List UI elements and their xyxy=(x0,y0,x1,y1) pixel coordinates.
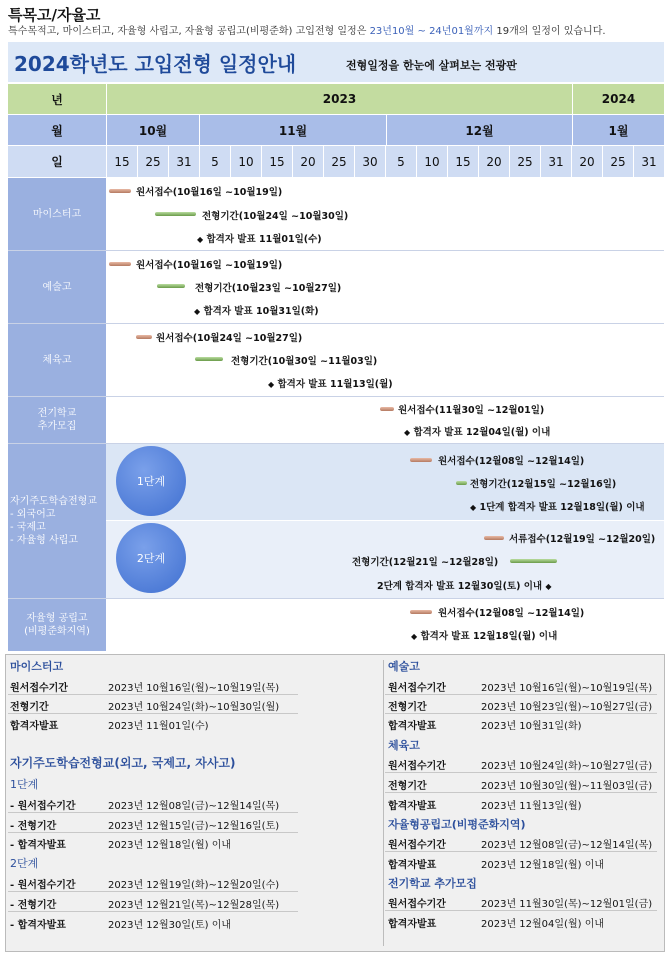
electric-result xyxy=(404,424,550,438)
detail-value: 2023년 10월30일(월)~11월03일(금) xyxy=(481,781,653,792)
day-cell: 20 xyxy=(479,146,509,177)
detail-value: 2023년 12월08일(금)~12월14일(목) xyxy=(108,801,280,812)
day-cell: 31 xyxy=(169,146,199,177)
detail-divider xyxy=(8,694,298,695)
s1-apply: 원서접수(12월08일 ~12월14일) xyxy=(438,456,585,467)
detail-divider xyxy=(385,713,657,714)
detail-divider xyxy=(8,713,298,714)
detail-value: 2023년 12월21일(목)~12월28일(목) xyxy=(108,900,280,911)
sports-result-text: 합격자 발표 11월13일(월) xyxy=(277,379,393,390)
detail-label: 원서접수기간 xyxy=(10,683,68,694)
s1-result xyxy=(470,499,645,513)
day-cell: 31 xyxy=(541,146,571,177)
sports-screen-bar xyxy=(195,357,223,361)
arts-apply-bar xyxy=(109,262,131,266)
detail-heading-public: 자율형공립고(비평준화지역) xyxy=(388,818,526,831)
day-cell: 15 xyxy=(107,146,137,177)
year-2024: 2024 xyxy=(573,84,664,114)
detail-divider xyxy=(385,772,657,773)
day-cell: 15 xyxy=(262,146,292,177)
sports-apply-bar xyxy=(136,335,152,339)
month-header-label: 월 xyxy=(8,115,106,145)
arts-apply: 원서접수(10월16일 ~10월19일) xyxy=(136,260,283,271)
day-cell: 30 xyxy=(355,146,385,177)
diamond-icon: ◆ xyxy=(197,235,204,244)
day-cell: 15 xyxy=(448,146,478,177)
day-cell: 25 xyxy=(510,146,540,177)
detail-divider xyxy=(385,694,657,695)
month-10: 10월 xyxy=(107,115,199,145)
detail-value: 2023년 12월04일(월) 이내 xyxy=(481,919,605,930)
detail-value: 2023년 10월24일(화)~10월27일(금) xyxy=(481,761,653,772)
detail-value: 2023년 12월18일(월) 이내 xyxy=(108,840,232,851)
electric-apply: 원서접수(11월30일 ~12월01일) xyxy=(398,405,545,416)
day-cell: 10 xyxy=(417,146,447,177)
detail-stage1: 1단계 xyxy=(10,778,39,791)
subtitle-period: 23년10월 ~ 24년01월까지 xyxy=(369,26,494,37)
month-11: 11월 xyxy=(200,115,386,145)
detail-divider xyxy=(385,792,657,793)
diamond-icon: ◆ xyxy=(470,503,477,512)
banner-subtitle: 전형일정을 한눈에 살펴보는 전광판 xyxy=(346,59,517,72)
row-label-selfled-line3: - 국제고 xyxy=(10,522,46,533)
public-apply: 원서접수(12월08일 ~12월14일) xyxy=(438,608,585,619)
electric-result-text: 합격자 발표 12월04일(월) 이내 xyxy=(413,427,551,438)
row-divider xyxy=(8,598,664,599)
day-cell: 25 xyxy=(138,146,168,177)
meister-apply: 원서접수(10월16일 ~10월19일) xyxy=(136,187,283,198)
row-divider xyxy=(8,396,664,397)
detail-label: 전형기간 xyxy=(388,781,427,792)
row-label-sports: 체육고 xyxy=(8,324,106,396)
day-cell: 10 xyxy=(231,146,261,177)
diamond-icon: ◆ xyxy=(268,380,275,389)
row-label-electric xyxy=(8,397,106,443)
day-cell: 20 xyxy=(572,146,602,177)
diamond-icon: ◆ xyxy=(411,632,418,641)
detail-label: 합격자발표 xyxy=(10,721,59,732)
detail-value: 2023년 11월01일(수) xyxy=(108,721,209,732)
day-header-label: 일 xyxy=(8,146,106,177)
diamond-icon: ◆ xyxy=(545,582,552,591)
detail-heading-sports: 체육고 xyxy=(388,739,420,752)
day-cell: 5 xyxy=(386,146,416,177)
s2-screen-bar xyxy=(510,559,557,563)
public-result xyxy=(411,628,557,642)
meister-screen: 전형기간(10월24일 ~10월30일) xyxy=(202,211,349,222)
row-divider xyxy=(8,250,664,251)
month-12: 12월 xyxy=(387,115,572,145)
detail-divider xyxy=(8,812,298,813)
detail-value: 2023년 12월15일(금)~12월16일(토) xyxy=(108,821,280,832)
s2-result-text: 2단계 합격자 발표 12월30일(토) 이내 xyxy=(377,581,543,592)
detail-value: 2023년 11월13일(월) xyxy=(481,801,582,812)
s2-screen: 전형기간(12월21일 ~12월28일) xyxy=(352,557,499,568)
meister-apply-bar xyxy=(109,189,131,193)
arts-screen-bar xyxy=(157,284,185,288)
s1-screen: 전형기간(12월15일 ~12월16일) xyxy=(470,479,617,490)
page-title: 특목고/자율고 xyxy=(8,6,101,24)
s2-result xyxy=(377,578,552,592)
stage2-circle: 2단계 xyxy=(116,523,186,593)
detail-label: 전형기간 xyxy=(10,702,49,713)
detail-divider xyxy=(385,910,657,911)
detail-value: 2023년 11월30일(목)~12월01일(금) xyxy=(481,899,653,910)
row-label-selfled-line4: - 자율형 사립고 xyxy=(10,535,78,546)
detail-label: 합격자발표 xyxy=(388,721,437,732)
day-cell: 20 xyxy=(293,146,323,177)
row-label-public xyxy=(8,599,106,651)
detail-stage2: 2단계 xyxy=(10,857,39,870)
year-2023: 2023 xyxy=(107,84,572,114)
detail-value: 2023년 12월08일(금)~12월14일(목) xyxy=(481,840,653,851)
page-subtitle xyxy=(8,22,606,37)
detail-label: 전형기간 xyxy=(388,702,427,713)
day-cell: 5 xyxy=(200,146,230,177)
s2-apply-bar xyxy=(484,536,504,540)
row-label-meister: 마이스터고 xyxy=(8,178,106,250)
row-divider xyxy=(8,323,664,324)
arts-screen: 전형기간(10월23일 ~10월27일) xyxy=(195,283,342,294)
detail-label: - 합격자발표 xyxy=(10,840,66,851)
detail-label: - 원서접수기간 xyxy=(10,880,76,891)
detail-value: 2023년 10월16일(월)~10월19일(목) xyxy=(481,683,653,694)
detail-label: - 전형기간 xyxy=(10,900,57,911)
detail-label: - 원서접수기간 xyxy=(10,801,76,812)
public-apply-bar xyxy=(410,610,432,614)
detail-label: 원서접수기간 xyxy=(388,761,446,772)
diamond-icon: ◆ xyxy=(194,307,201,316)
row-label-electric-line2: 추가모집 xyxy=(37,421,77,432)
detail-value: 2023년 12월19일(화)~12월20일(수) xyxy=(108,880,280,891)
detail-label: 합격자발표 xyxy=(388,801,437,812)
year-header-label: 년 xyxy=(8,84,106,114)
detail-heading-electric: 전기학교 추가모집 xyxy=(388,877,477,890)
row-label-selfled-line1: 자기주도학습전형교 xyxy=(10,496,97,507)
meister-result-text: 합격자 발표 11월01일(수) xyxy=(206,234,322,245)
detail-divider xyxy=(8,891,298,892)
detail-label: 합격자발표 xyxy=(388,860,437,871)
electric-apply-bar xyxy=(380,407,394,411)
day-cell: 25 xyxy=(603,146,633,177)
detail-label: 원서접수기간 xyxy=(388,683,446,694)
detail-label: 원서접수기간 xyxy=(388,840,446,851)
arts-result-text: 합격자 발표 10월31일(화) xyxy=(203,306,319,317)
detail-heading-arts: 예술고 xyxy=(388,660,420,673)
stage1-circle: 1단계 xyxy=(116,446,186,516)
s1-result-text: 1단계 합격자 발표 12월18일(월) 이내 xyxy=(479,502,645,513)
detail-heading-meister: 마이스터고 xyxy=(10,660,64,673)
row-label-public-line1: 자율형 공립고 xyxy=(26,613,88,624)
detail-value: 2023년 10월31일(화) xyxy=(481,721,582,732)
detail-divider xyxy=(8,832,298,833)
banner-title: 2024학년도 고입전형 일정안내 xyxy=(14,52,297,76)
day-cell: 31 xyxy=(634,146,664,177)
row-label-arts: 예술고 xyxy=(8,251,106,323)
arts-result xyxy=(194,303,319,317)
subtitle-text-post: 19개의 일정이 있습니다. xyxy=(493,26,606,37)
public-result-text: 합격자 발표 12월18일(월) 이내 xyxy=(420,631,558,642)
day-cell: 25 xyxy=(324,146,354,177)
s2-apply: 서류접수(12월19일 ~12월20일) xyxy=(509,534,656,545)
detail-value: 2023년 10월24일(화)~10월30일(월) xyxy=(108,702,280,713)
sports-result xyxy=(268,376,393,390)
detail-heading-selfled: 자기주도학습전형교(외고, 국제고, 자사고) xyxy=(10,756,236,770)
detail-label: - 합격자발표 xyxy=(10,920,66,931)
row-label-selfled xyxy=(8,444,106,598)
detail-column-divider xyxy=(383,660,384,946)
row-label-public-line2: (비평준화지역) xyxy=(24,626,90,637)
detail-value: 2023년 12월30일(토) 이내 xyxy=(108,920,232,931)
diamond-icon: ◆ xyxy=(404,428,411,437)
month-1: 1월 xyxy=(573,115,664,145)
detail-label: 원서접수기간 xyxy=(388,899,446,910)
detail-label: - 전형기간 xyxy=(10,821,57,832)
detail-label: 합격자발표 xyxy=(388,919,437,930)
detail-value: 2023년 10월23일(월)~10월27일(금) xyxy=(481,702,653,713)
s1-screen-bar xyxy=(456,481,467,485)
detail-divider xyxy=(8,911,298,912)
row-label-electric-line1: 전기학교 xyxy=(37,408,77,419)
sports-apply: 원서접수(10월24일 ~10월27일) xyxy=(156,333,303,344)
subtitle-text-pre: 특수목적고, 마이스터고, 자율형 사립고, 자율형 공립고(비평준화) 고입전형 일정은 xyxy=(8,26,370,37)
detail-value: 2023년 12월18일(월) 이내 xyxy=(481,860,605,871)
row-label-selfled-line2: - 외국어고 xyxy=(10,509,56,520)
detail-divider xyxy=(385,851,657,852)
sports-screen: 전형기간(10월30일 ~11월03일) xyxy=(231,356,378,367)
s1-apply-bar xyxy=(410,458,432,462)
meister-result xyxy=(197,231,322,245)
meister-screen-bar xyxy=(155,212,196,216)
detail-value: 2023년 10월16일(월)~10월19일(목) xyxy=(108,683,280,694)
